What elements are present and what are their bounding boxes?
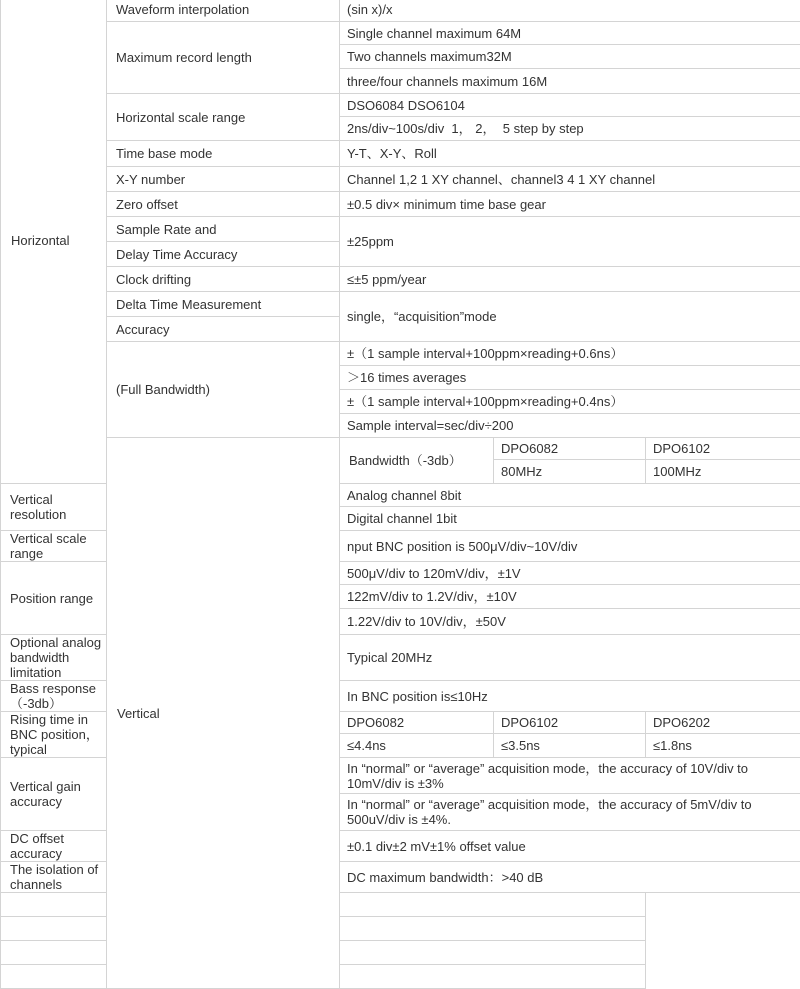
spec-label: Delay Time Accuracy [107, 242, 340, 267]
spec-label: Sample Rate and [107, 217, 340, 242]
spec-value: 80MHz [494, 460, 646, 484]
table-row-empty [1, 893, 646, 917]
spec-value: 122mV/div to 1.2V/div，±10V [340, 585, 800, 609]
spec-value: ±0.5 div× minimum time base gear [340, 192, 800, 217]
table-row-empty [1, 917, 646, 941]
spec-label: Position range [1, 562, 107, 635]
spec-value: Single channel maximum 64M [340, 22, 800, 45]
table-row-empty [1, 965, 646, 989]
category-vertical: Vertical [107, 438, 340, 989]
spec-value: nput BNC position is 500μV/div~10V/div [340, 531, 800, 562]
spec-label: Optional analog bandwidth limitation [1, 635, 107, 681]
spec-value: Two channels maximum32M [340, 45, 800, 69]
spec-value: 2ns/div~100s/div 1， 2， 5 step by step [340, 117, 800, 141]
spec-value: In BNC position is≤10Hz [340, 681, 800, 712]
spec-label: Waveform interpolation [107, 0, 340, 22]
spec-label: Time base mode [107, 141, 340, 167]
spec-value: In “normal” or “average” acquisition mode，the accuracy of 5mV/div to 500uV/div is ±4%. [340, 794, 800, 831]
spec-label: Delta Time Measurement [107, 292, 340, 317]
spec-value: ±0.1 div±2 mV±1% offset value [340, 831, 800, 862]
spec-label: Accuracy [107, 317, 340, 342]
spec-value: Analog channel 8bit [340, 484, 800, 507]
spec-value: DC maximum bandwidth：>40 dB [340, 862, 800, 893]
spec-value: 1.22V/div to 10V/div，±50V [340, 609, 800, 635]
spec-value: In “normal” or “average” acquisition mode，the accuracy of 10V/div to 10mV/div is ±3% [340, 758, 800, 794]
spec-label: (Full Bandwidth) [107, 342, 340, 438]
spec-label: Horizontal scale range [107, 94, 340, 141]
spec-value: 500μV/div to 120mV/div，±1V [340, 562, 800, 585]
spec-value: Sample interval=sec/div÷200 [340, 414, 800, 438]
spec-value: DSO6084 DSO6104 [340, 94, 800, 117]
spec-value: Channel 1,2 1 XY channel、channel3 4 1 XY channel [340, 167, 800, 192]
spec-value: Typical 20MHz [340, 635, 800, 681]
spec-label: Bandwidth（-3db） [340, 438, 494, 484]
spec-value: ±（1 sample interval+100ppm×reading+0.6ns） [340, 342, 800, 366]
spec-label: Zero offset [107, 192, 340, 217]
spec-value: ＞16 times averages [340, 366, 800, 390]
spec-value: Y-T、X-Y、Roll [340, 141, 800, 167]
model-name: DPO6102 [646, 438, 800, 460]
spec-value: ≤3.5ns [494, 734, 646, 758]
spec-label: Vertical resolution [1, 484, 107, 531]
model-name: DPO6082 [340, 712, 494, 734]
spec-value: (sin x)/x [340, 0, 800, 22]
spec-label: DC offset accuracy [1, 831, 107, 862]
table-row-empty [1, 941, 646, 965]
spec-label: Maximum record length [107, 22, 340, 94]
spec-label: Vertical scale range [1, 531, 107, 562]
spec-label: Bass response（-3db） [1, 681, 107, 712]
spec-value: three/four channels maximum 16M [340, 69, 800, 94]
spec-label: Vertical gain accuracy [1, 758, 107, 831]
spec-value: ≤±5 ppm/year [340, 267, 800, 292]
spec-value: ≤1.8ns [646, 734, 800, 758]
spec-value: ±25ppm [340, 217, 800, 267]
spec-label: The isolation of channels [1, 862, 107, 893]
spec-value: ≤4.4ns [340, 734, 494, 758]
spec-label: Rising time in BNC position，typical [1, 712, 107, 758]
spec-value: ±（1 sample interval+100ppm×reading+0.4ns） [340, 390, 800, 414]
spec-value: single，“acquisition”mode [340, 292, 800, 342]
model-name: DPO6102 [494, 712, 646, 734]
model-name: DPO6202 [646, 712, 800, 734]
spec-label: Clock drifting [107, 267, 340, 292]
spec-value: 100MHz [646, 460, 800, 484]
spec-label: X-Y number [107, 167, 340, 192]
category-horizontal: Horizontal [1, 0, 107, 484]
spec-value: Digital channel 1bit [340, 507, 800, 531]
model-name: DPO6082 [494, 438, 646, 460]
